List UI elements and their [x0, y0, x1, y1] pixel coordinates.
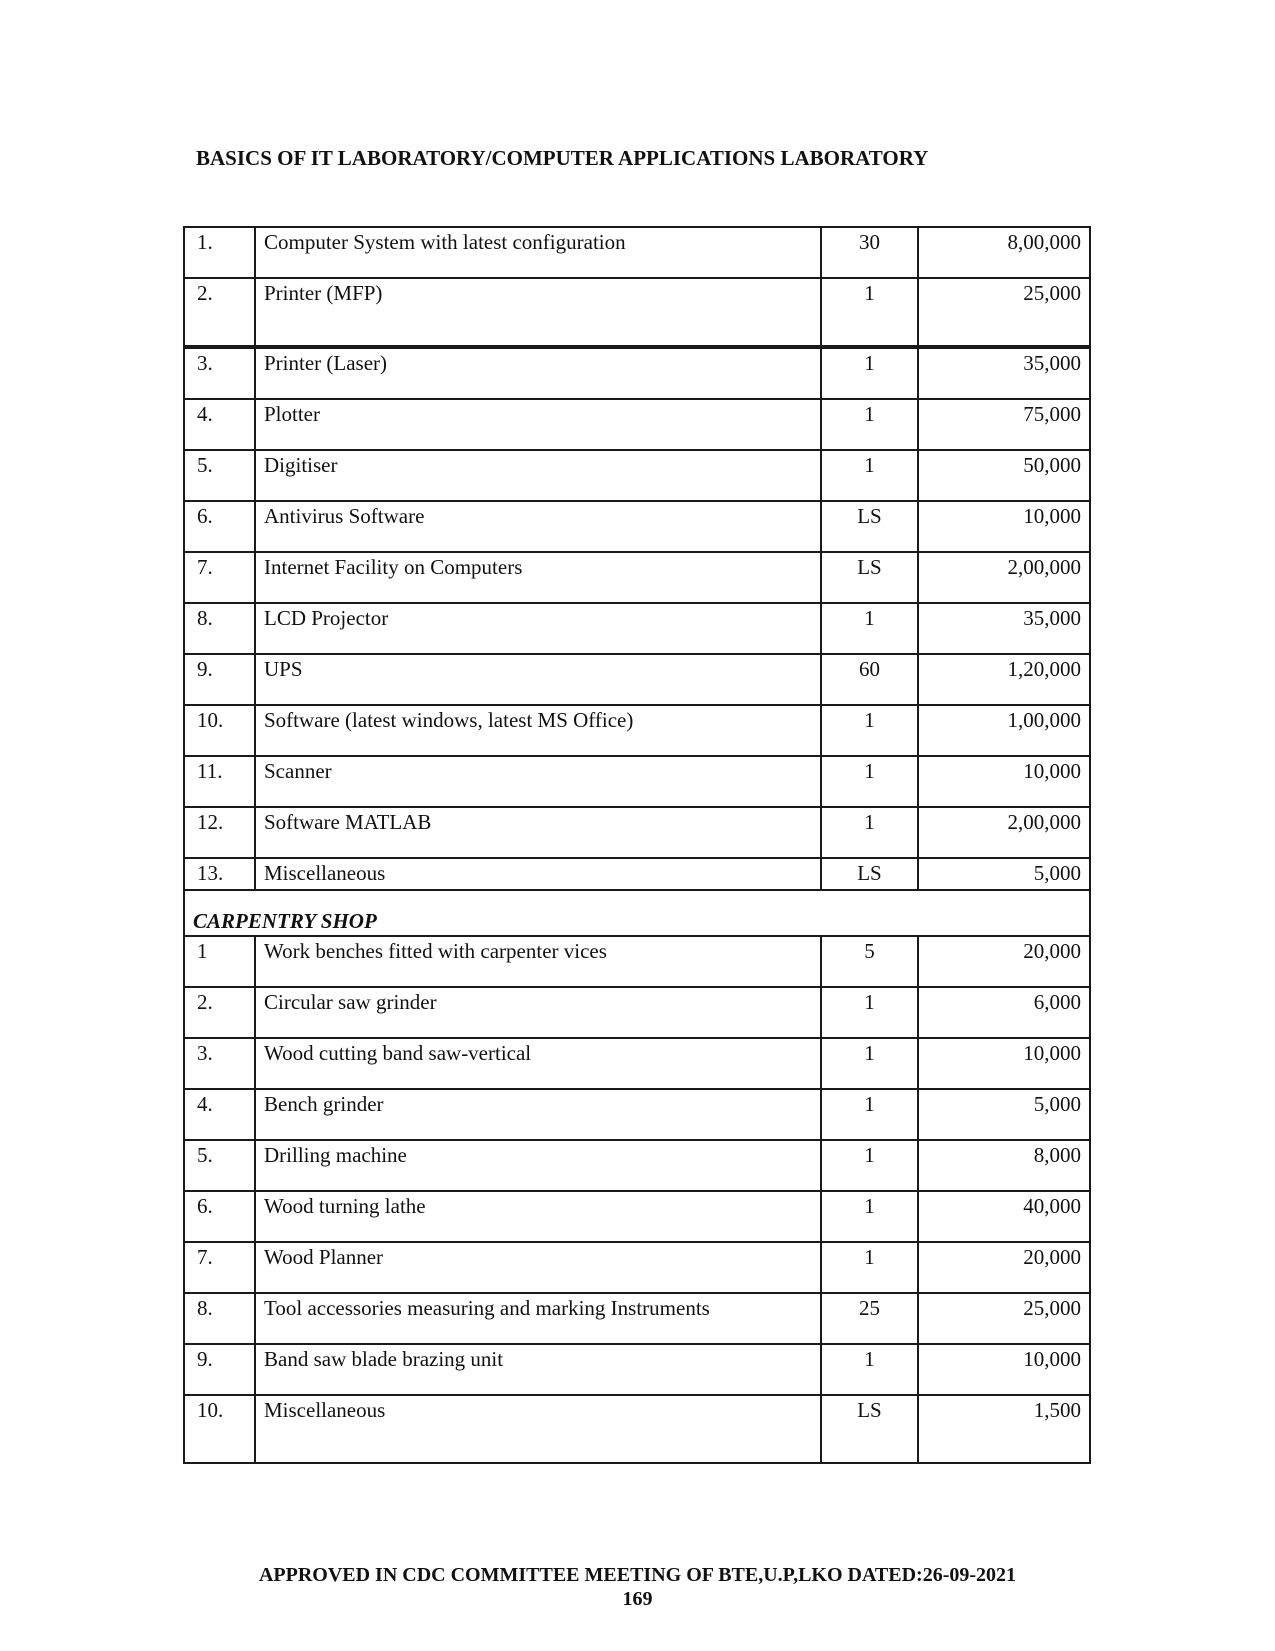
section-row [184, 890, 1090, 936]
quantity-cell: 1 [821, 987, 918, 1038]
cost-cell: 25,000 [918, 278, 1090, 346]
serial-number-cell: 6. [184, 1191, 255, 1242]
table-row [184, 1395, 1090, 1463]
item-name-cell: Scanner [255, 756, 821, 807]
cost-cell: 10,000 [918, 501, 1090, 552]
serial-number-cell: 2. [184, 987, 255, 1038]
cost-cell: 8,000 [918, 1140, 1090, 1191]
quantity-cell: 5 [821, 936, 918, 987]
page-number: 169 [622, 1588, 653, 1610]
item-name-cell: Computer System with latest configuration [255, 227, 821, 278]
item-name-cell: Printer (Laser) [255, 348, 821, 399]
serial-number-cell: 5. [184, 450, 255, 501]
table-row [184, 654, 1090, 705]
item-name-cell: Antivirus Software [255, 501, 821, 552]
table-row [184, 450, 1090, 501]
table-row [184, 603, 1090, 654]
table-row [184, 807, 1090, 858]
cost-cell: 6,000 [918, 987, 1090, 1038]
serial-number-cell: 11. [184, 756, 255, 807]
cost-cell: 1,500 [918, 1395, 1090, 1463]
serial-number-cell: 1 [184, 936, 255, 987]
quantity-cell: LS [821, 858, 918, 890]
table-row [184, 501, 1090, 552]
item-name-cell: Drilling machine [255, 1140, 821, 1191]
cost-cell: 75,000 [918, 399, 1090, 450]
serial-number-cell: 3. [184, 348, 255, 399]
table-row [184, 858, 1090, 890]
serial-number-cell: 8. [184, 603, 255, 654]
page-footer [0, 1563, 1275, 1611]
table-row [184, 705, 1090, 756]
table-row [184, 1344, 1090, 1395]
cost-cell: 10,000 [918, 1038, 1090, 1089]
quantity-cell: 1 [821, 348, 918, 399]
cost-cell: 1,00,000 [918, 705, 1090, 756]
quantity-cell: 1 [821, 603, 918, 654]
quantity-cell: 1 [821, 1089, 918, 1140]
table-row [184, 399, 1090, 450]
quantity-cell: 25 [821, 1293, 918, 1344]
table-row [184, 1038, 1090, 1089]
table-row [184, 987, 1090, 1038]
cost-cell: 2,00,000 [918, 807, 1090, 858]
cost-cell: 25,000 [918, 1293, 1090, 1344]
cost-cell: 20,000 [918, 936, 1090, 987]
item-name-cell: Circular saw grinder [255, 987, 821, 1038]
quantity-cell: LS [821, 501, 918, 552]
cost-cell: 5,000 [918, 858, 1090, 890]
it-lab-table [183, 347, 1091, 1464]
item-name-cell: Wood Planner [255, 1242, 821, 1293]
item-name-cell: Miscellaneous [255, 858, 821, 890]
cost-cell: 5,000 [918, 1089, 1090, 1140]
item-name-cell: Software (latest windows, latest MS Office) [255, 705, 821, 756]
table-row [184, 348, 1090, 399]
quantity-cell: 1 [821, 1242, 918, 1293]
serial-number-cell: 7. [184, 552, 255, 603]
item-name-cell: Wood cutting band saw-vertical [255, 1038, 821, 1089]
quantity-cell: 1 [821, 399, 918, 450]
cost-cell: 35,000 [918, 348, 1090, 399]
table-row [184, 936, 1090, 987]
serial-number-cell: 2. [184, 278, 255, 346]
serial-number-cell: 9. [184, 654, 255, 705]
item-name-cell: Tool accessories measuring and marking Instruments [255, 1293, 821, 1344]
cost-cell: 35,000 [918, 603, 1090, 654]
quantity-cell: 1 [821, 1038, 918, 1089]
quantity-cell: 1 [821, 807, 918, 858]
cost-cell: 50,000 [918, 450, 1090, 501]
quantity-cell: 1 [821, 705, 918, 756]
item-name-cell: Digitiser [255, 450, 821, 501]
cost-cell: 20,000 [918, 1242, 1090, 1293]
cost-cell: 10,000 [918, 1344, 1090, 1395]
item-name-cell: Internet Facility on Computers [255, 552, 821, 603]
it-lab-table-top [183, 226, 1091, 347]
table-row [184, 1242, 1090, 1293]
item-name-cell: Plotter [255, 399, 821, 450]
item-name-cell: Bench grinder [255, 1089, 821, 1140]
cost-cell: 1,20,000 [918, 654, 1090, 705]
item-name-cell: Software MATLAB [255, 807, 821, 858]
serial-number-cell: 4. [184, 1089, 255, 1140]
table-row [184, 227, 1090, 278]
serial-number-cell: 10. [184, 1395, 255, 1463]
item-name-cell: LCD Projector [255, 603, 821, 654]
serial-number-cell: 4. [184, 399, 255, 450]
item-name-cell: Miscellaneous [255, 1395, 821, 1463]
cost-cell: 10,000 [918, 756, 1090, 807]
item-name-cell: Printer (MFP) [255, 278, 821, 346]
serial-number-cell: 1. [184, 227, 255, 278]
item-name-cell: Work benches fitted with carpenter vices [255, 936, 821, 987]
quantity-cell: LS [821, 1395, 918, 1463]
cost-cell: 2,00,000 [918, 552, 1090, 603]
quantity-cell: 1 [821, 1191, 918, 1242]
serial-number-cell: 9. [184, 1344, 255, 1395]
table-row [184, 1191, 1090, 1242]
quantity-cell: 1 [821, 278, 918, 346]
quantity-cell: 1 [821, 1140, 918, 1191]
quantity-cell: LS [821, 552, 918, 603]
page-heading: BASICS OF IT LABORATORY/COMPUTER APPLICATIONS LABORATORY [196, 146, 929, 170]
quantity-cell: 60 [821, 654, 918, 705]
quantity-cell: 30 [821, 227, 918, 278]
serial-number-cell: 5. [184, 1140, 255, 1191]
serial-number-cell: 6. [184, 501, 255, 552]
serial-number-cell: 12. [184, 807, 255, 858]
item-name-cell: Wood turning lathe [255, 1191, 821, 1242]
serial-number-cell: 7. [184, 1242, 255, 1293]
cost-cell: 40,000 [918, 1191, 1090, 1242]
quantity-cell: 1 [821, 756, 918, 807]
table-row [184, 278, 1090, 346]
item-name-cell: UPS [255, 654, 821, 705]
serial-number-cell: 8. [184, 1293, 255, 1344]
table-row [184, 1293, 1090, 1344]
cost-cell: 8,00,000 [918, 227, 1090, 278]
item-name-cell: Band saw blade brazing unit [255, 1344, 821, 1395]
table-row [184, 1140, 1090, 1191]
table-row [184, 552, 1090, 603]
serial-number-cell: 13. [184, 858, 255, 890]
quantity-cell: 1 [821, 1344, 918, 1395]
approval-note: APPROVED IN CDC COMMITTEE MEETING OF BTE,U.P,LKO DATED:26-09-2021 [258, 1564, 1017, 1586]
quantity-cell: 1 [821, 450, 918, 501]
table-row [184, 1089, 1090, 1140]
section-title-carpentry: CARPENTRY SHOP [184, 890, 1090, 936]
table-row [184, 756, 1090, 807]
serial-number-cell: 3. [184, 1038, 255, 1089]
serial-number-cell: 10. [184, 705, 255, 756]
